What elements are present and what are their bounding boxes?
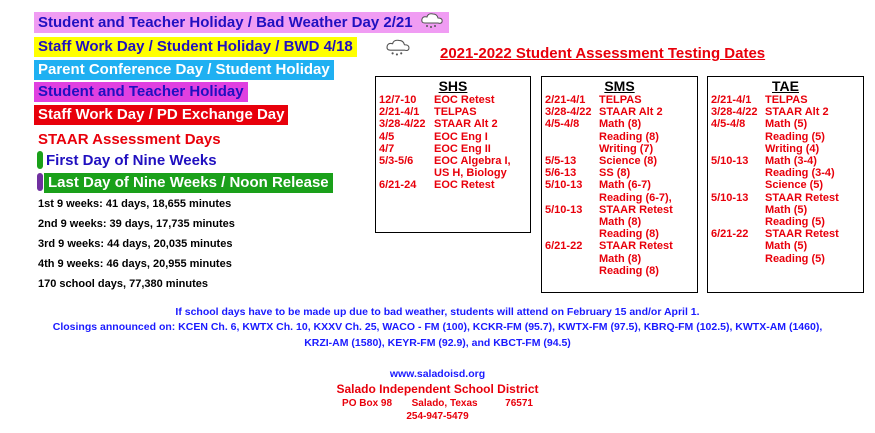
sms-row-date [545, 216, 599, 228]
sms-row-test: Reading (8) [599, 264, 659, 277]
zip: 76571 [505, 398, 533, 409]
shs-row [379, 179, 530, 191]
shs-row [379, 94, 530, 106]
shs-row-test: EOC Algebra I, [434, 155, 511, 168]
sms-row-date: 6/21-22 [545, 240, 583, 253]
sms-row-test: Reading (8) [599, 228, 659, 241]
tae-rows [708, 94, 863, 265]
sms-row-date: 3/28-4/22 [545, 106, 592, 119]
tae-row-test: Science (5) [765, 179, 824, 192]
tae-row-date: 2/21-4/1 [711, 94, 752, 106]
website-link[interactable]: www.saladoisd.org [389, 368, 486, 380]
sms-row-test: Math (6-7) [599, 179, 651, 192]
tae-row-test: Reading (5) [765, 216, 825, 229]
legend-first-day [46, 151, 217, 171]
tae-row-test: Math (3-4) [765, 155, 817, 168]
legend-staff-pd-label: Staff Work Day / PD Exchange Day [38, 106, 285, 123]
legend-staff-pd [34, 105, 288, 125]
sms-row-test: STAAR Retest [599, 240, 673, 253]
first-day-marker [37, 151, 43, 169]
tae-row-test: STAAR Retest [765, 228, 839, 241]
legend-staar-label: STAAR Assessment Days [38, 131, 221, 148]
sms-row-date: 5/5-13 [545, 155, 577, 168]
tae-row-date: 6/21-22 [711, 228, 749, 241]
shs-row-date: 4/5 [379, 130, 395, 143]
sms-row-date [545, 228, 599, 240]
stat-q2: 2nd 9 weeks: 39 days, 17,735 minutes [38, 218, 235, 230]
shs-row [379, 167, 530, 179]
last-day-marker [37, 173, 43, 191]
sms-heading: SMS [604, 78, 635, 94]
tae-row-date [711, 167, 765, 179]
sms-row-test: Reading (6-7), [599, 191, 672, 204]
sms-row [545, 204, 697, 216]
sms-row-test: STAAR Alt 2 [599, 106, 663, 119]
shs-row-test: EOC Eng I [434, 130, 488, 143]
shs-box [375, 76, 531, 233]
tae-row-test: Reading (5) [765, 130, 825, 143]
tae-row-date: 4/5-4/8 [711, 118, 746, 131]
sms-row-test: Science (8) [599, 155, 658, 168]
shs-row [379, 118, 530, 130]
tae-row [711, 228, 863, 240]
shs-row-test: EOC Retest [434, 94, 495, 106]
tae-box [707, 76, 864, 293]
shs-row-date: 2/21-4/1 [379, 106, 420, 119]
tae-row [711, 155, 863, 167]
sms-row [545, 167, 697, 179]
shs-row-date: 5/3-5/6 [379, 155, 414, 168]
sms-row-test: TELPAS [599, 94, 642, 106]
po-box: PO Box 98 [342, 398, 393, 409]
legend-holiday [34, 82, 248, 102]
tae-row-test: STAAR Alt 2 [765, 106, 829, 119]
sms-row [545, 94, 697, 106]
sms-box [541, 76, 698, 293]
sms-row-date: 5/10-13 [545, 203, 583, 216]
sms-row-date: 4/5-4/8 [545, 118, 580, 131]
tae-row [711, 253, 863, 265]
tae-row-date: 5/10-13 [711, 191, 749, 204]
tae-row-date [711, 253, 765, 265]
tae-row [711, 240, 863, 252]
sms-row-test: SS (8) [599, 167, 631, 180]
shs-row [379, 106, 530, 118]
address-line [0, 398, 875, 409]
sms-row-test: STAAR Retest [599, 203, 673, 216]
assessment-title: 2021-2022 Student Assessment Testing Dates [440, 45, 766, 62]
makeup-notice: If school days have to be made up due to bad weather, students will attend on February 15 and/or April 1. [175, 306, 700, 318]
sms-row-test: Reading (8) [599, 130, 659, 143]
city: Salado, Texas [411, 398, 478, 409]
tae-row [711, 167, 863, 179]
stat-q4: 4th 9 weeks: 46 days, 20,955 minutes [38, 258, 232, 270]
sms-row [545, 106, 697, 118]
tae-row [711, 143, 863, 155]
sms-row [545, 192, 697, 204]
stat-q1: 1st 9 weeks: 41 days, 18,655 minutes [38, 198, 232, 210]
sms-row-date [545, 143, 599, 155]
tae-row [711, 216, 863, 228]
closings-line-2: KRZI-AM (1580), KEYR-FM (92.9), and KBCT-FM (94.5) [304, 337, 571, 349]
tae-row [711, 106, 863, 118]
sms-row [545, 253, 697, 265]
shs-row [379, 155, 530, 167]
tae-row-date [711, 143, 765, 155]
tae-row-date [711, 204, 765, 216]
shs-row-test: EOC Retest [434, 179, 495, 192]
tae-row-date: 3/28-4/22 [711, 106, 758, 119]
shs-heading: SHS [438, 78, 468, 94]
tae-row [711, 94, 863, 106]
sms-row [545, 118, 697, 130]
legend-parent-conf-label: Parent Conference Day / Student Holiday [38, 61, 330, 78]
shs-row [379, 143, 530, 155]
legend-last-day-label: Last Day of Nine Weeks / Noon Release [48, 174, 329, 191]
closings-line-1: Closings announced on: KCEN Ch. 6, KWTX Ch. 10, KXXV Ch. 25, WACO - FM (100), KCKR-FM (95.7), KWTX-FM (97.5), KBRQ-FM (102.5), KWTX-AM (1460), [52, 321, 823, 333]
tae-row-date: 5/10-13 [711, 155, 749, 168]
shs-row-date: 3/28-4/22 [379, 118, 426, 131]
legend-last-day [44, 173, 333, 193]
sms-row-date [545, 253, 599, 265]
tae-row-test: Reading (3-4) [765, 167, 835, 180]
sms-row [545, 155, 697, 167]
sms-row-date [545, 131, 599, 143]
shs-row-date: 6/21-24 [379, 179, 417, 192]
shs-row-test: TELPAS [434, 106, 477, 119]
sms-row [545, 179, 697, 191]
shs-rows [376, 94, 530, 192]
cloud-snow-icon [384, 38, 412, 58]
sms-row [545, 240, 697, 252]
tae-row-test: Reading (5) [765, 252, 825, 265]
tae-row-test: STAAR Retest [765, 191, 839, 204]
tae-heading: TAE [772, 78, 799, 94]
tae-row [711, 131, 863, 143]
sms-row-date [545, 192, 599, 204]
shs-row-test: EOC Eng II [434, 142, 491, 155]
tae-row-date [711, 240, 765, 252]
sms-row [545, 131, 697, 143]
tae-row [711, 179, 863, 191]
cloud-snow-icon [419, 12, 445, 30]
sms-row-test: Math (8) [599, 216, 642, 229]
tae-row-test: Math (5) [765, 203, 808, 216]
tae-row-test: Writing (4) [765, 142, 820, 155]
legend-parent-conf [34, 60, 334, 80]
sms-row-date: 5/10-13 [545, 179, 583, 192]
legend-bad-weather [34, 12, 449, 33]
sms-row-test: Math (8) [599, 252, 642, 265]
sms-rows [542, 94, 697, 277]
phone: 254-947-5479 [406, 411, 469, 422]
tae-row-date [711, 179, 765, 191]
tae-row-date [711, 131, 765, 143]
shs-row [379, 131, 530, 143]
sms-row [545, 216, 697, 228]
legend-staff-bwd [34, 37, 357, 57]
district-name: Salado Independent School District [336, 382, 539, 396]
legend-first-day-label: First Day of Nine Weeks [46, 152, 217, 169]
tae-row-date [711, 216, 765, 228]
sms-row-date [545, 265, 599, 277]
shs-row-test: STAAR Alt 2 [434, 118, 498, 131]
legend-staff-bwd-label: Staff Work Day / Student Holiday / BWD 4/18 [38, 38, 353, 55]
stat-q3: 3rd 9 weeks: 44 days, 20,035 minutes [38, 238, 233, 250]
shs-row-date: 4/7 [379, 142, 395, 155]
sms-row-date: 2/21-4/1 [545, 94, 586, 106]
tae-row [711, 192, 863, 204]
tae-row-test: TELPAS [765, 94, 808, 106]
shs-row-date [379, 167, 434, 179]
legend-staar [34, 130, 225, 150]
sms-row-date: 5/6-13 [545, 167, 577, 180]
sms-row-test: Writing (7) [599, 142, 654, 155]
stat-total: 170 school days, 77,380 minutes [38, 278, 208, 290]
sms-row [545, 143, 697, 155]
shs-row-date: 12/7-10 [379, 94, 417, 106]
tae-row [711, 118, 863, 130]
tae-row [711, 204, 863, 216]
legend-holiday-label: Student and Teacher Holiday [38, 83, 244, 100]
sms-row [545, 228, 697, 240]
tae-row-test: Math (5) [765, 240, 808, 253]
tae-row-test: Math (5) [765, 118, 808, 131]
legend-bad-weather-label: Student and Teacher Holiday / Bad Weather Day 2/21 [38, 14, 413, 31]
shs-row-test: US H, Biology [434, 167, 507, 180]
sms-row-test: Math (8) [599, 118, 642, 131]
sms-row [545, 265, 697, 277]
